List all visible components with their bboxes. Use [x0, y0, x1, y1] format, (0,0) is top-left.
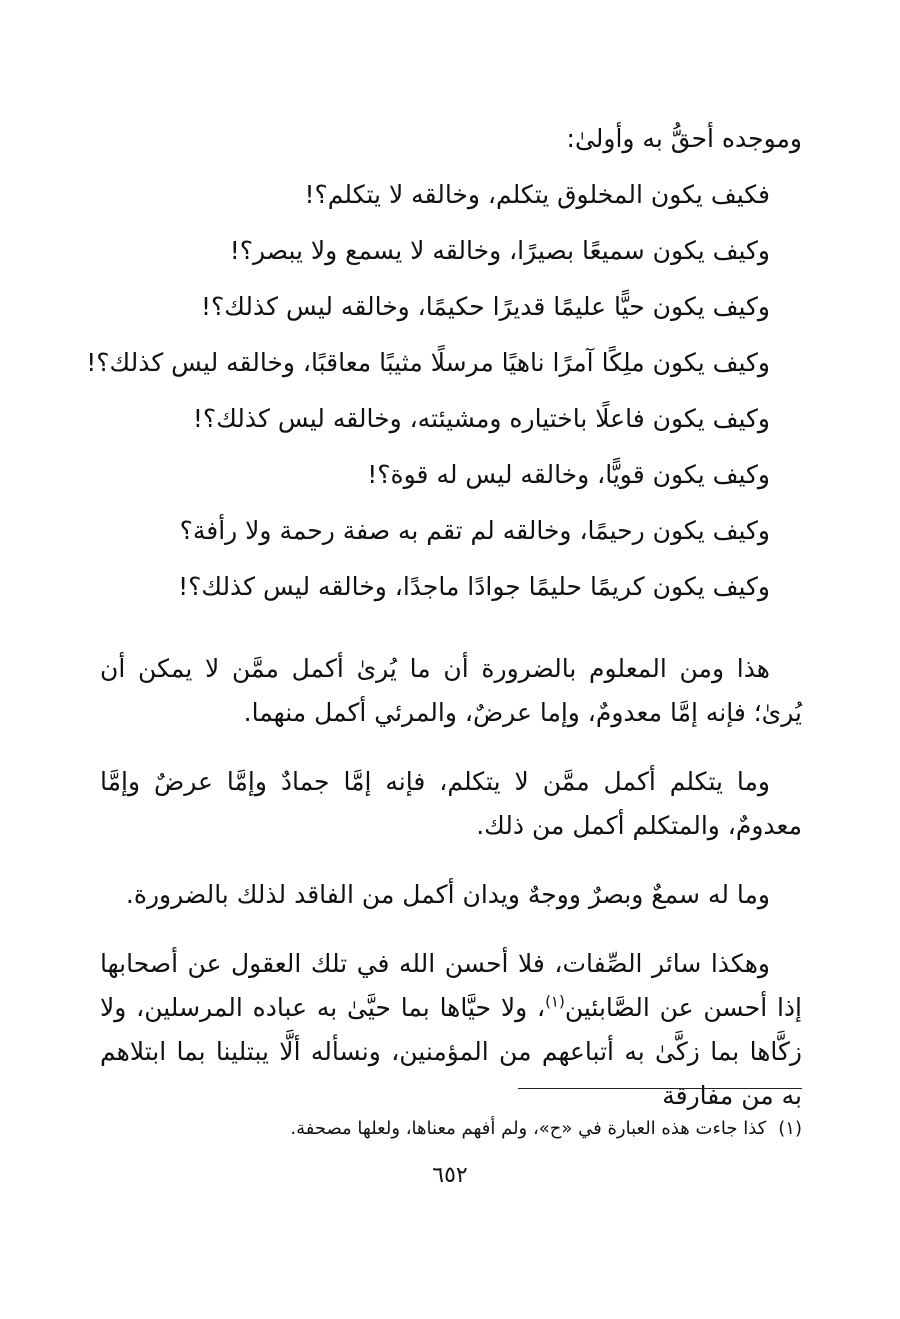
- page-body: [86, 118, 802, 1118]
- question-line-8: وكيف يكون كريمًا حليمًا جوادًا ماجدًا، وخالقه ليس كذلك؟!: [178, 572, 770, 601]
- question-line-7: وكيف يكون رحيمًا، وخالقه لم تقم به صفة رحمة ولا رأفة؟: [179, 516, 770, 545]
- footnote-reference[interactable]: (١): [545, 992, 565, 1011]
- paragraph-attributes-end: ، ولا حيَّاها بما حيَّىٰ به عباده المرسلين، ولا زكَّاها بما زكَّىٰ به أتباعهم من المؤمنين، ونسأله ألَّا يبتلينا بما ابتلاهم به من مفارقة: [100, 993, 802, 1110]
- page-number: ٦٥٢: [432, 1163, 468, 1188]
- paragraph-speech: وما يتكلم أكمل ممَّن لا يتكلم، فإنه إمَّا جمادٌ وإمَّا عرضٌ وإمَّا معدومٌ، والمتكلم أكمل من ذلك.: [100, 767, 802, 840]
- footnote-number: (١): [778, 1118, 802, 1139]
- paragraph-visibility: هذا ومن المعلوم بالضرورة أن ما يُرىٰ أكمل ممَّن لا يمكن أن يُرىٰ؛ فإنه إمَّا معدومٌ، وإما عرضٌ، والمرئي أكمل منهما.: [100, 654, 802, 727]
- question-line-1: فكيف يكون المخلوق يتكلم، وخالقه لا يتكلم؟!: [304, 180, 770, 209]
- footnote-separator: [518, 1088, 802, 1089]
- paragraph-attributes-start: وهكذا سائر الصِّفات، فلا أحسن الله في تلك العقول عن أصحابها إذا أحسن عن الصَّابئين: [100, 949, 802, 1022]
- footnote: [100, 1114, 802, 1144]
- question-line-4: وكيف يكون ملِكًا آمرًا ناهيًا مرسلًا مثيبًا معاقبًا، وخالقه ليس كذلك؟!: [86, 348, 770, 377]
- paragraph-attributes: [100, 942, 802, 1118]
- question-line-5: وكيف يكون فاعلًا باختياره ومشيئته، وخالقه ليس كذلك؟!: [192, 404, 770, 433]
- footnote-text: كذا جاءت هذه العبارة في «ح»، ولم أفهم معناها، ولعلها مصحفة.: [290, 1118, 767, 1139]
- question-line-6: وكيف يكون قويًّا، وخالقه ليس له قوة؟!: [367, 460, 770, 489]
- paragraph-senses: وما له سمعٌ وبصرٌ ووجهٌ ويدان أكمل من الفاقد لذلك بالضرورة.: [125, 880, 770, 909]
- intro-line: وموجده أحقُّ به وأولىٰ:: [566, 124, 802, 153]
- question-line-2: وكيف يكون سميعًا بصيرًا، وخالقه لا يسمع ولا يبصر؟!: [229, 236, 770, 265]
- question-line-3: وكيف يكون حيًّا عليمًا قديرًا حكيمًا، وخالقه ليس كذلك؟!: [201, 292, 770, 321]
